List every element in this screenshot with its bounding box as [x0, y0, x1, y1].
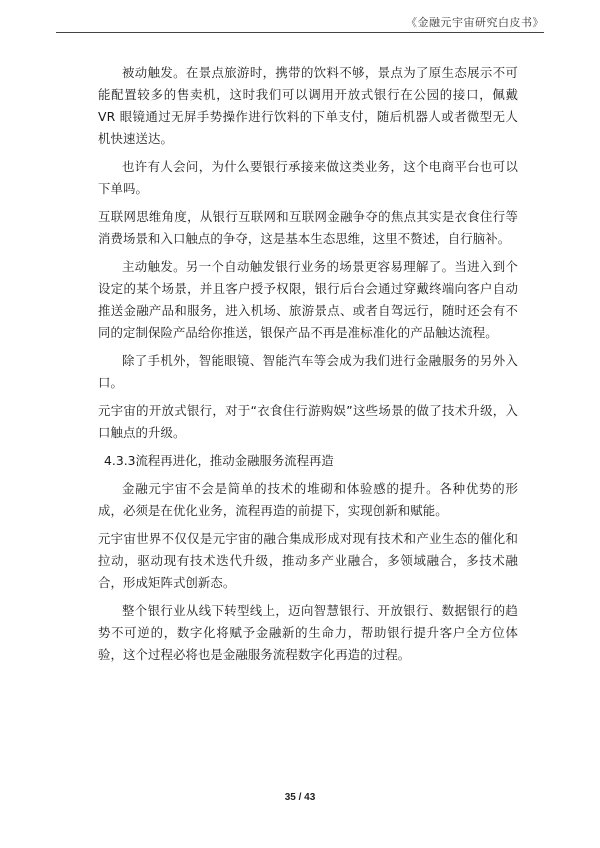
page-number: 35 / 43 [284, 792, 316, 803]
paragraph-digital-transformation: 整个银行业从线下转型线上，迈向智慧银行、开放银行、数据银行的趋势不可逆的，数字化将赋予金融新的生命力，帮助银行提升客户全方位体验，这个过程必将也是金融服务流程数字化再造的过程。 [98, 603, 518, 662]
paragraph-passive-trigger: 被动触发。在景点旅游时，携带的饮料不够，景点为了原生态展示不可能配置较多的售卖机，这时我们可以调用开放式银行在公园的接口，佩戴 VR 眼镜通过无屏手势操作进行饮料的下单支付，随后机器人或者微型无人机快速送达。 [98, 65, 518, 146]
paragraph-question: 也许有人会问，为什么要银行承接来做这类业务，这个电商平台也可以下单吗。 [98, 159, 518, 196]
section-heading-4-3-3: 4.3.3流程再进化，推动金融服务流程再造 [104, 453, 334, 468]
paragraph-process-reengineering: 金融元宇宙不会是简单的技术的堆砌和体验感的提升。各种优势的形成，必须是在优化业务，流程再造的前提下，实现创新和赋能。 [98, 481, 518, 518]
paragraph-internet-thinking: 互联网思维角度，从银行互联网和互联网金融争夺的焦点其实是衣食住行等消费场景和入口触点的争夺，这是基本生态思维，这里不赘述，自行脑补。 [98, 209, 518, 246]
body-text [98, 62, 518, 672]
paragraph-integration: 元宇宙世界不仅仅是元宇宙的融合集成形成对现有技术和产业生态的催化和拉动，驱动现有技术迭代升级，推动多产业融合，多领域融合，多技术融合，形成矩阵式创新态。 [98, 531, 518, 590]
running-header: 《金融元宇宙研究白皮书》 [406, 16, 544, 29]
paragraph-open-bank-upgrade: 元宇宙的开放式银行，对于“衣食住行游购娱”这些场景的做了技术升级，入口触点的升级。 [98, 403, 518, 440]
header-divider [56, 32, 544, 33]
paragraph-other-entrances: 除了手机外，智能眼镜、智能汽车等会成为我们进行金融服务的另外入口。 [98, 353, 518, 390]
paragraph-active-trigger: 主动触发。另一个自动触发银行业务的场景更容易理解了。当进入到个设定的某个场景，并且客户授予权限，银行后台会通过穿戴终端向客户自动推送金融产品和服务，进入机场、旅游景点、或者自驾远行，随时还会有不同的定制保险产品给你推送，银保产品不再是准标准化的产品触达流程。 [98, 259, 518, 340]
